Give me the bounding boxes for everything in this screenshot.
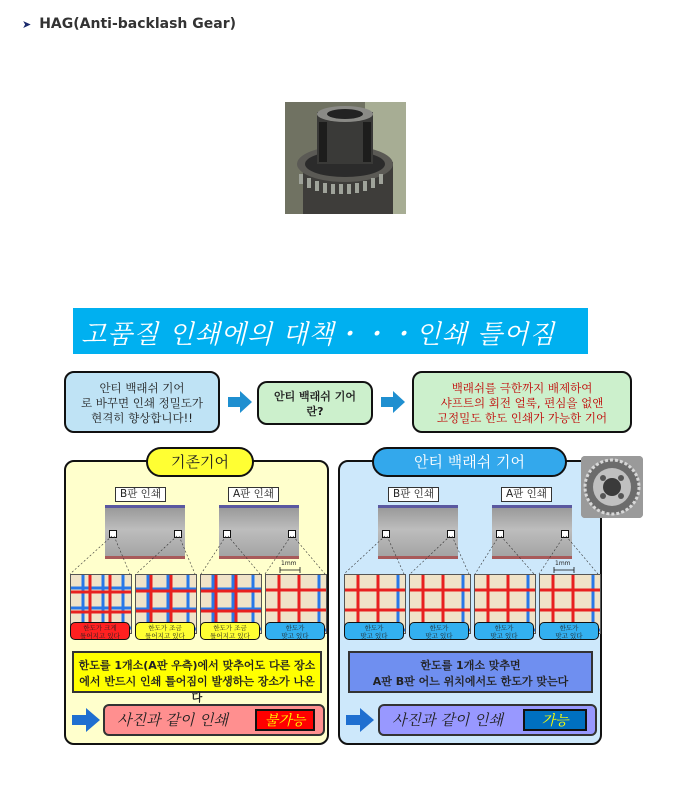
title-banner: [73, 308, 588, 354]
status-tag: [344, 622, 404, 640]
note-line: 한도를 1개소 맞추면: [420, 659, 521, 672]
right-arrow-icon: [381, 391, 405, 413]
result-badge-possible: 가능: [523, 709, 587, 731]
status-tag-line: 한도가 조금: [148, 624, 182, 632]
result-anti-backlash: [378, 704, 597, 736]
result-text: 사진과 같이 인쇄: [117, 711, 228, 729]
flow-box-intro: [64, 371, 220, 433]
status-tag-line: 맞고 있다: [360, 632, 388, 640]
note-line: 에서 반드시 인쇄 틀어짐이 발생하는 장소가 나온다: [79, 675, 315, 704]
flow-box-answer-line: 백래쉬를 극한까지 배제하여: [451, 381, 593, 395]
flow-box-intro-line: 안티 백래쉬 기어: [99, 381, 185, 395]
status-tag-line: 한도가 조금: [213, 624, 247, 632]
status-tag-line: 한도가: [559, 624, 579, 632]
status-tag: [539, 622, 599, 640]
status-tag-line: 맞고 있다: [425, 632, 453, 640]
status-tag-line: 한도가: [494, 624, 514, 632]
scale-arrow-icon: [553, 567, 575, 573]
plate-label-b: B판 인쇄: [115, 487, 166, 502]
flow-box-answer: [412, 371, 632, 433]
status-tag-line: 틀어지고 있다: [80, 632, 120, 640]
status-tag: [265, 622, 325, 640]
flow-box-answer-line: 고정밀도 한도 인쇄가 가능한 기어: [436, 411, 608, 425]
flow-box-question: [257, 381, 373, 425]
flow-box-question-line: 안티 백래쉬 기어: [273, 390, 357, 403]
plate-label-a: A판 인쇄: [501, 487, 552, 502]
right-arrow-icon: [228, 391, 252, 413]
status-tag: [200, 622, 260, 640]
scale-label: 1mm: [281, 560, 297, 567]
status-tag-line: 맞고 있다: [281, 632, 309, 640]
result-conventional: [103, 704, 325, 736]
flow-box-question-line: 란?: [306, 405, 324, 418]
flow-box-answer-line: 샤프트의 회전 얼룩, 편심을 없앤: [440, 396, 604, 410]
note-conventional: [72, 651, 322, 704]
status-tag: [474, 622, 534, 640]
gear-photo: [285, 102, 406, 214]
result-badge-impossible: 불가능: [255, 709, 315, 731]
anti-backlash-gear-photo: [581, 456, 643, 518]
status-tag: [409, 622, 469, 640]
right-arrow-icon: [72, 708, 100, 732]
panel-title-anti-backlash: 안티 백래쉬 기어: [372, 447, 567, 477]
status-tag-line: 한도가: [364, 624, 384, 632]
panel-title-conventional: 기존기어: [146, 447, 254, 477]
status-tag-line: 한도가 크게: [83, 624, 117, 632]
note-line: A판 B판 어느 위치에서도 한도가 맞는다: [372, 675, 569, 688]
scale-arrow-icon: [279, 567, 301, 573]
status-tag: [70, 622, 130, 640]
status-tag-line: 틀어지고 있다: [145, 632, 185, 640]
bullet-arrow-icon: ➤: [22, 18, 32, 31]
banner-title: 고품질 인쇄에의 대책・・・인쇄 틀어짐: [81, 320, 556, 350]
flow-box-intro-line: 현격히 향상합니다!!: [91, 411, 193, 425]
note-line: 한도를 1개소(A판 우측)에서 맞추어도 다른 장소: [78, 659, 316, 672]
result-text: 사진과 같이 인쇄: [392, 711, 503, 729]
status-tag-line: 한도가: [285, 624, 305, 632]
flow-box-intro-line: 로 바꾸면 인쇄 정밀도가: [80, 396, 204, 410]
page-heading: [22, 16, 236, 32]
status-tag-line: 맞고 있다: [490, 632, 518, 640]
status-tag-line: 맞고 있다: [555, 632, 583, 640]
plate-label-a: A판 인쇄: [228, 487, 279, 502]
note-anti-backlash: [348, 651, 593, 693]
plate-label-b: B판 인쇄: [388, 487, 439, 502]
status-tag-line: 틀어지고 있다: [210, 632, 250, 640]
right-arrow-icon: [346, 708, 374, 732]
scale-label: 1mm: [555, 560, 571, 567]
heading-title: HAG(Anti-backlash Gear): [39, 16, 236, 32]
status-tag-line: 한도가: [429, 624, 449, 632]
status-tag: [135, 622, 195, 640]
